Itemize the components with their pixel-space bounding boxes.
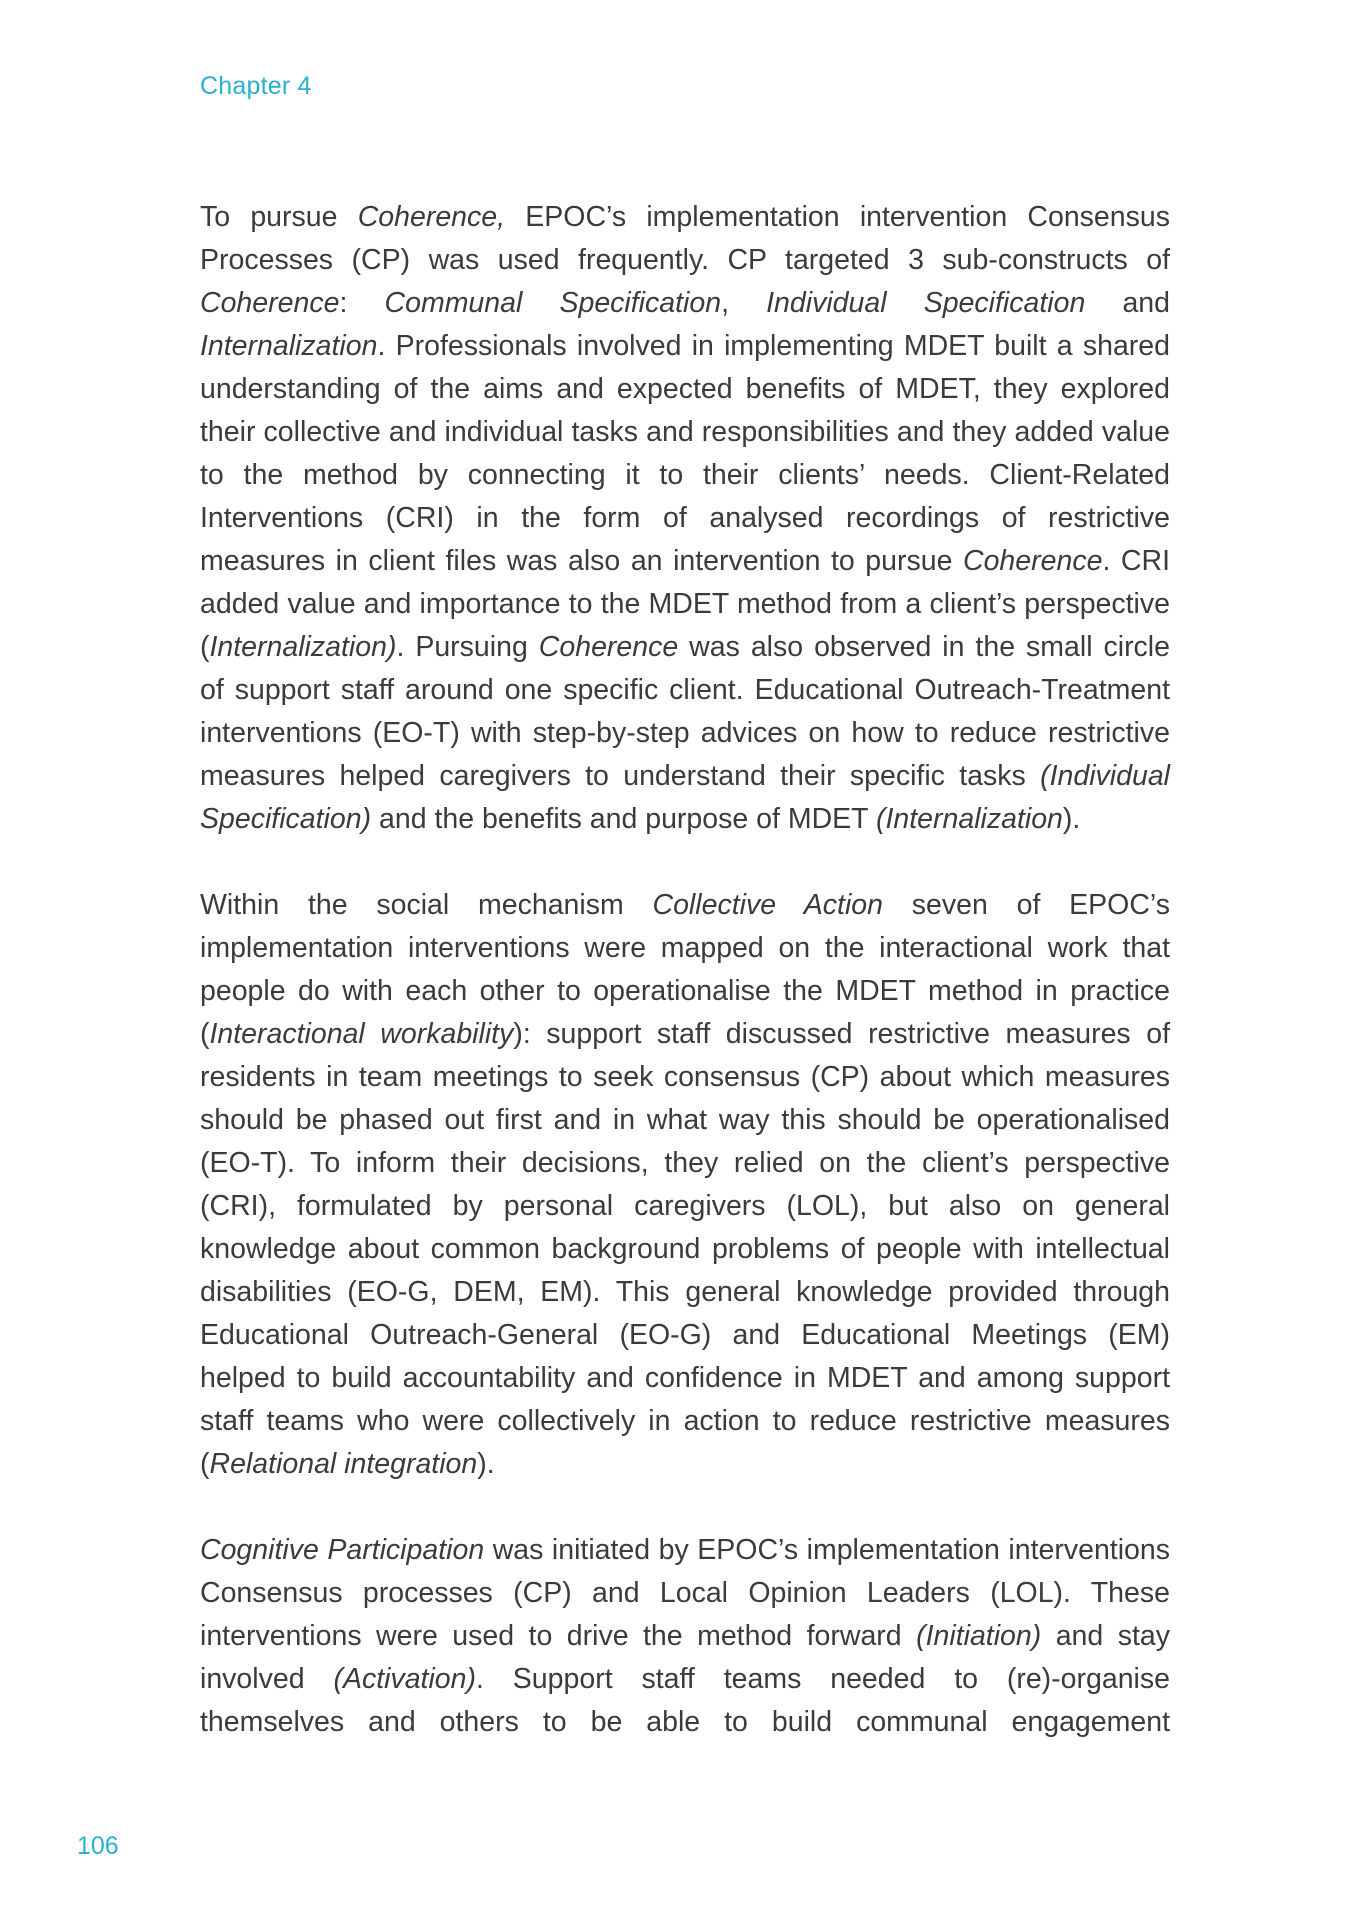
text-run: ). xyxy=(1062,803,1081,835)
italic-term: (Internalization xyxy=(875,803,1063,835)
text-run: . Pursuing xyxy=(396,631,539,663)
paragraph-cognitive-participation xyxy=(200,1529,1170,1744)
running-head: Chapter 4 xyxy=(200,72,312,100)
text-run: and xyxy=(1085,287,1170,319)
text-run: was also observed in the small circle of support staff around one specific client. Educational Outreach-Treatment interventions (EO-T) with step-by-step advices on how to reduce restrictive measures helped caregivers to understand their specific tasks xyxy=(200,631,1170,792)
text-run: and the benefits and purpose of MDET xyxy=(371,803,876,835)
italic-term: (Initiation) xyxy=(916,1620,1042,1652)
italic-term: Communal Specification xyxy=(384,287,722,319)
text-run: was initiated by EPOC’s implementation interventions Consensus processes (CP) and Local Opinion Leaders (LOL). These interventions were used to drive the method forward xyxy=(200,1534,1170,1652)
text-run: ): support staff discussed restrictive measures of residents in team meetings to seek consensus (CP) about which measures should be phased out first and in what way this should be operationalised (EO-T). To inform their decisions, they relied on the client’s perspective (CRI), formulated by personal caregivers (LOL), but also on general knowledge about common background problems of people with intellectual disabilities (EO-G, DEM, EM). This general knowledge provided through Educational Outreach-General (EO-G) and Educational Meetings (EM) helped to build accountability and confidence in MDET and among support staff teams who were collectively in action to reduce restrictive measures ( xyxy=(200,1018,1170,1480)
text-run: . Support staff teams needed to (re)-organise themselves and others to be able to build communal engagement xyxy=(200,1663,1170,1738)
text-run: ). xyxy=(477,1448,495,1480)
italic-term: Coherence xyxy=(200,287,340,319)
text-run: , xyxy=(721,287,767,319)
italic-term: Collective Action xyxy=(652,889,883,921)
text-run: : xyxy=(339,287,385,319)
italic-term: (Individual Specification) xyxy=(200,760,1170,835)
text-run: and stay involved xyxy=(200,1620,1170,1695)
italic-term: Internalization xyxy=(200,330,378,362)
text-run: EPOC’s implementation intervention Consensus Processes (CP) was used frequently. CP targeted 3 sub-constructs of xyxy=(200,201,1170,276)
italic-term: Individual Specification xyxy=(766,287,1086,319)
text-run: . Professionals involved in implementing MDET built a shared understanding of the aims and expected benefits of MDET, they explored their collective and individual tasks and responsibilities and they added value to the method by connecting it to their clients’ needs. Client-Related Interventions (CRI) in the form of analysed recordings of restrictive measures in client files was also an intervention to pursue xyxy=(200,330,1170,577)
text-run: Within the social mechanism xyxy=(200,889,653,921)
paragraph-coherence xyxy=(200,196,1170,841)
text-run: To pursue xyxy=(200,201,358,233)
italic-term: (Activation) xyxy=(333,1663,476,1695)
paragraph-collective-action xyxy=(200,884,1170,1486)
italic-term: Coherence, xyxy=(357,201,506,233)
text-run: . CRI added value and importance to the MDET method from a client’s perspective ( xyxy=(200,545,1170,663)
italic-term: Internalization) xyxy=(209,631,397,663)
italic-term: Coherence xyxy=(538,631,679,663)
body-text xyxy=(200,196,1170,1744)
text-run: seven of EPOC’s implementation interventions were mapped on the interactional work that people do with each other to operationalise the MDET method in practice ( xyxy=(200,889,1170,1050)
page-number: 106 xyxy=(77,1832,119,1860)
italic-term: Coherence xyxy=(963,545,1103,577)
italic-term: Interactional workability xyxy=(209,1018,514,1050)
italic-term: Cognitive Participation xyxy=(200,1534,485,1566)
italic-term: Relational integration xyxy=(209,1448,478,1480)
